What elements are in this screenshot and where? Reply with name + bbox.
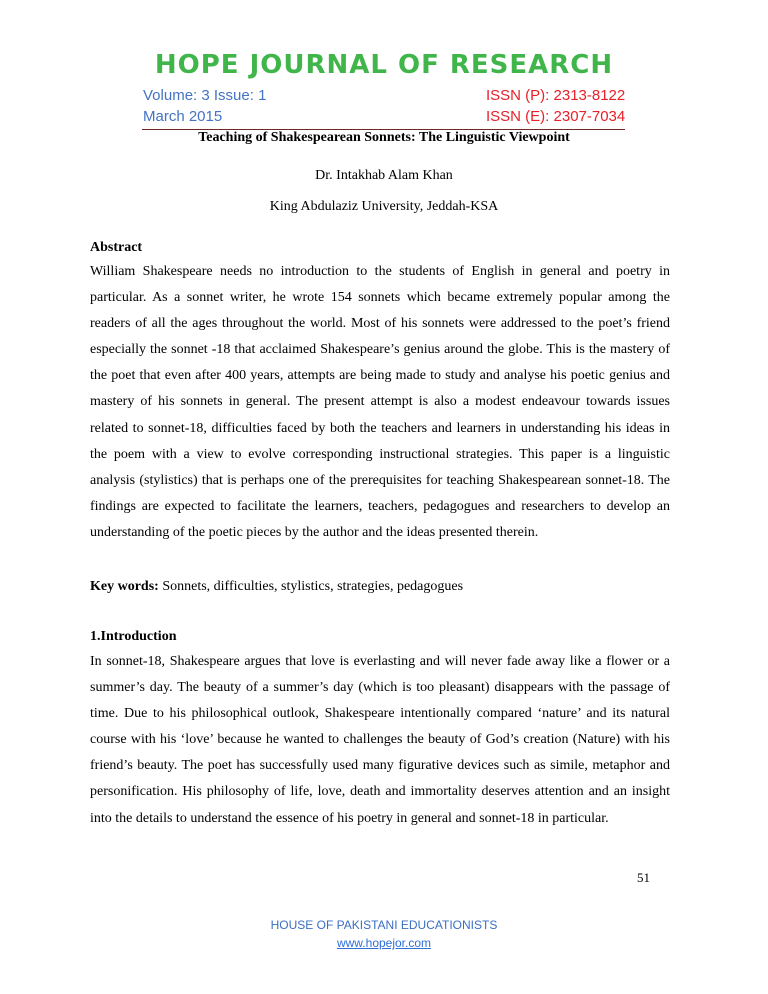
introduction-text: In sonnet-18, Shakespeare argues that love is everlasting and will never fade away like a flower or a summer’s day. The beauty of a summer’s day (which is too pleasant) disappears with the passage of time. Due to his philosophical outlook, Shakespeare intentionally compared ‘nature’ and its natural course with his ‘love’ because he wanted to challenges the beauty of God’s creation (Nature) with his friend’s beauty. The poet has successfully used many figurative devices such as simile, metaphor and personification. His philosophy of life, love, death and immortality deserves attention and an insight into the details to understand the essence of his poetry in general and sonnet-18 in particular. bbox=[90, 654, 670, 826]
issn-print: ISSN (P): 2313-8122 bbox=[486, 87, 626, 104]
abstract-heading: Abstract bbox=[90, 240, 143, 255]
keywords-label: Key words: bbox=[90, 579, 159, 594]
keywords bbox=[90, 579, 463, 595]
keywords-list: Sonnets, difficulties, stylistics, strategies, pedagogues bbox=[158, 579, 464, 594]
author-name: Dr. Intakhab Alam Khan bbox=[315, 168, 453, 183]
publication-date: March 2015 bbox=[143, 108, 223, 125]
paper-title: Teaching of Shakespearean Sonnets: The Linguistic Viewpoint bbox=[198, 130, 570, 145]
introduction-heading: 1.Introduction bbox=[90, 629, 177, 644]
footer-publisher: HOUSE OF PAKISTANI EDUCATIONISTS bbox=[270, 918, 498, 932]
volume-issue: Volume: 3 Issue: 1 bbox=[143, 87, 267, 104]
footer-website-link[interactable]: www.hopejor.com bbox=[336, 936, 432, 950]
author-affiliation: King Abdulaziz University, Jeddah-KSA bbox=[269, 199, 499, 214]
page-number: 51 bbox=[637, 870, 650, 885]
journal-title: HOPE JOURNAL OF RESEARCH bbox=[154, 50, 614, 80]
issn-electronic: ISSN (E): 2307-7034 bbox=[486, 108, 626, 125]
abstract-text: William Shakespeare needs no introduction to the students of English in general and poetry in particular. As a sonnet writer, he wrote 154 sonnets which became extremely popular among the readers of all the ages throughout the world. Most of his sonnets were addressed to the poet’s friend especially the sonnet -18 that acclaimed Shakespeare’s genius around the globe. This is the mastery of the poet that even after 400 years, attempts are being made to study and analyse his poetic genius and mastery of his sonnets in general. The present attempt is also a modest endeavour towards issues related to sonnet-18, difficulties faced by both the teachers and learners in understanding his ideas in the poem with a view to evolve corresponding instructional strategies. This paper is a linguistic analysis (stylistics) that is perhaps one of the prerequisites for teaching Shakespearean sonnet-18. The findings are expected to facilitate the learners, teachers, pedagogues and researchers to develop an understanding of the poetic pieces by the author and the ideas presented therein. bbox=[90, 264, 670, 540]
